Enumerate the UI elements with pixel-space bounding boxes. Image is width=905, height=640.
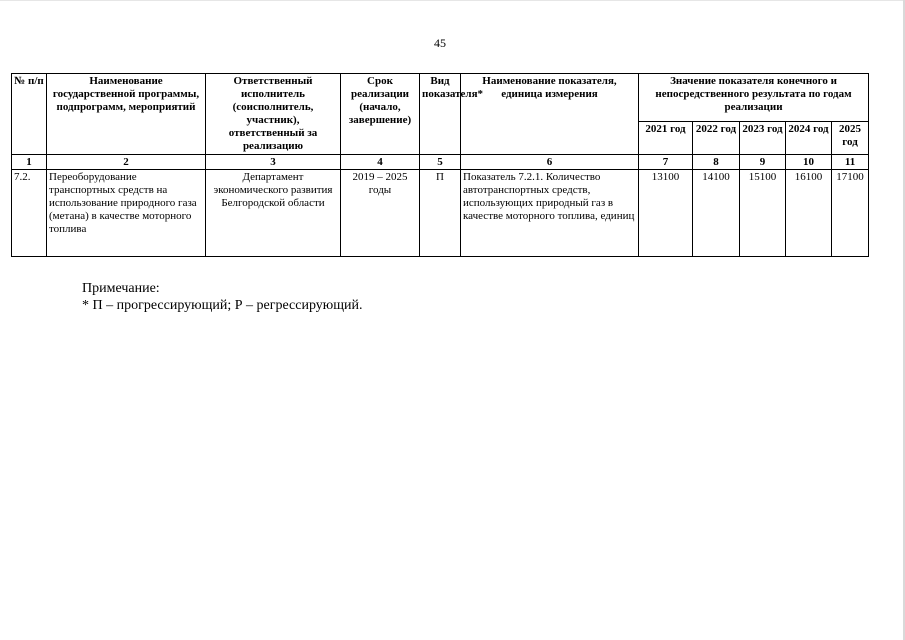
column-number: 5 [420, 155, 461, 170]
header-program-name: Наименование государственной программы, подпрограмм, мероприятий [47, 74, 206, 155]
footnote-text: * П – прогрессирующий; Р – регрессирующий. [82, 298, 363, 313]
column-number: 8 [693, 155, 740, 170]
footnote-title: Примечание: [82, 281, 160, 296]
column-number: 11 [832, 155, 869, 170]
row-indicator-name: Показатель 7.2.1. Количество автотранспортных средств, использующих природный газ в качестве моторного топлива, единиц [461, 170, 639, 257]
header-indicator-type: Вид показателя* [420, 74, 461, 155]
row-indicator-type: П [420, 170, 461, 257]
header-indicator-name: Наименование показателя, единица измерения [461, 74, 639, 155]
row-value: 16100 [786, 170, 832, 257]
header-year: 2021 год [639, 121, 693, 154]
column-number: 10 [786, 155, 832, 170]
indicators-table [11, 73, 869, 257]
header-year: 2025 год [832, 121, 869, 154]
row-responsible: Департамент экономического развития Белгородской области [206, 170, 341, 257]
row-num: 7.2. [12, 170, 47, 257]
header-year: 2024 год [786, 121, 832, 154]
column-number: 7 [639, 155, 693, 170]
column-number: 4 [341, 155, 420, 170]
header-responsible: Ответственный исполнитель (соисполнитель, участник), ответственный за реализацию [206, 74, 341, 155]
row-value: 13100 [639, 170, 693, 257]
column-number: 9 [740, 155, 786, 170]
footnote [82, 280, 363, 314]
scan-edge-top [0, 0, 905, 1]
header-num: № п/п [12, 74, 47, 155]
row-program-name: Переоборудование транспортных средств на использование природного газа (метана) в качестве моторного топлива [47, 170, 206, 257]
page-number: 45 [434, 36, 446, 50]
column-number: 6 [461, 155, 639, 170]
header-year: 2023 год [740, 121, 786, 154]
column-number: 3 [206, 155, 341, 170]
table-row [12, 170, 869, 257]
column-numbers-row [12, 155, 869, 170]
header-term: Срок реализации (начало, завершение) [341, 74, 420, 155]
row-value: 17100 [832, 170, 869, 257]
row-term: 2019 – 2025 годы [341, 170, 420, 257]
header-values-group: Значение показателя конечного и непосредственного результата по годам реализации [639, 74, 869, 122]
row-value: 14100 [693, 170, 740, 257]
row-value: 15100 [740, 170, 786, 257]
column-number: 2 [47, 155, 206, 170]
column-number: 1 [12, 155, 47, 170]
header-year: 2022 год [693, 121, 740, 154]
